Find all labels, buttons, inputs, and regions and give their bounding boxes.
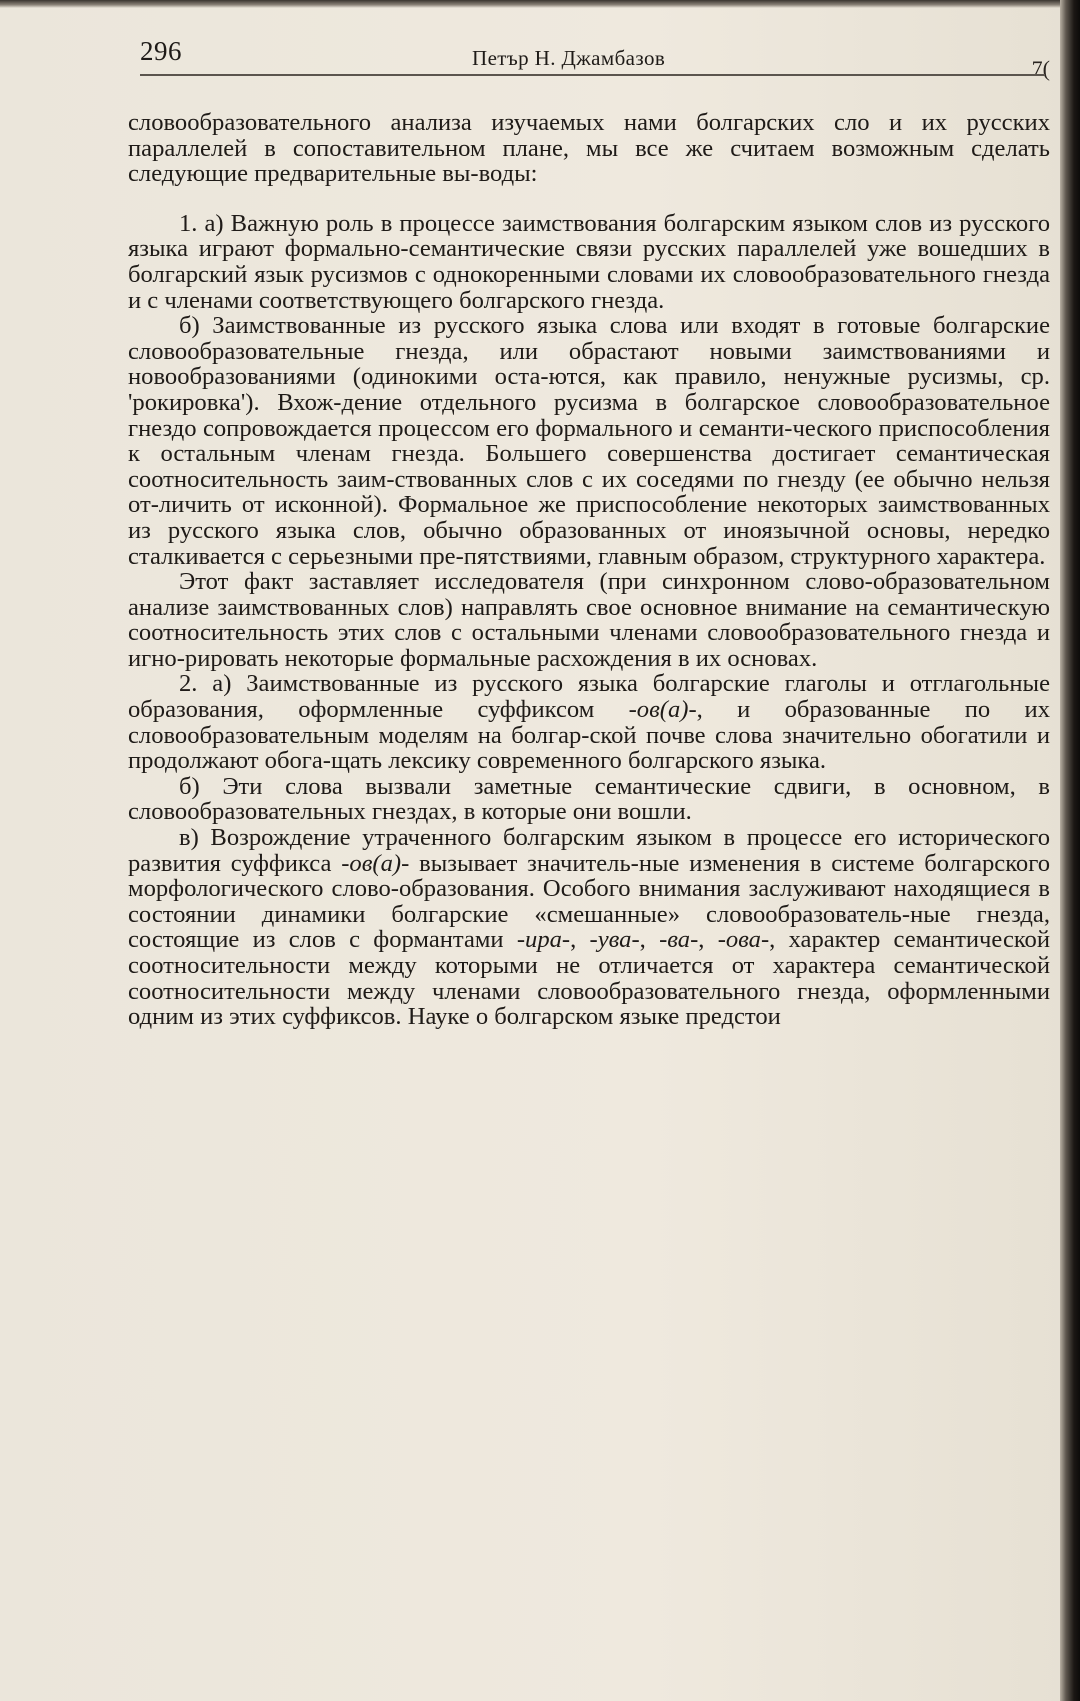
paragraph-2a	[128, 671, 1050, 773]
body-text	[128, 110, 1050, 1030]
header-rule	[140, 74, 1045, 76]
paragraph-2v-text-mid: вызывает значитель-ные изменения в системе болгарского морфологического слово-образования. Особого внимания заслуживают находящиеся в состоянии динамики болгарские «смешанные» словообразователь-ные гнезда, состоящие из слов с формантами	[128, 849, 1050, 954]
formant-ira: -ира-	[516, 926, 571, 954]
page-number: 296	[140, 36, 182, 66]
paragraph-2v-text: в) Возрождение утраченного болгарским языком в процессе его исторического развития суффикса	[128, 824, 1050, 877]
scan-binding-shadow	[1060, 0, 1080, 1701]
paragraph-2a-text-end: , и образованные по их словообразовательным моделям на болгар-ской почве слова значительно обогатили и продолжают обога-щать лексику современного болгарского языка.	[128, 696, 1050, 775]
formant-separator: ,	[639, 926, 660, 954]
paragraph-intro: словообразовательного анализа изучаемых нами болгарских сло и их русских параллелей в сопоставительном плане, мы все же считаем возможным сделать следующие предварительные вы-воды:	[128, 109, 1050, 188]
paragraph-1b: б) Заимствованные из русского языка слова или входят в готовые болгарские словообразовательные гнезда, или обрастают новыми заимствованиями и новообразованиями (одинокими оста-ются, как правило, ненужные русизмы, ср. 'рокировка'). Вхож-дение отдельного русизма в болгарское словообразовательное гнездо сопровождается процессом его формального и семанти-ческого приспособления к остальным членам гнезда. Большего совершенства достигает семантическая соотносительность заим-ствованных слов с их соседями по гнезду (ее обычно нельзя от-личить от исконной). Формальное же приспособление некоторых заимствованных из русского языка слов, обычно образованных от иноязычной основы, нередко сталкивается с серьезными пре-пятствиями, главным образом, структурного характера.	[128, 312, 1050, 570]
suffix-ova: -ов(а)-	[628, 696, 697, 724]
formant-ova: -ова-	[717, 926, 770, 954]
corner-mark: 7(	[1031, 56, 1050, 81]
paragraph-2b: б) Эти слова вызвали заметные семантические сдвиги, в основном, в словообразовательных гнездах, в которые они вошли.	[128, 772, 1050, 826]
formant-separator: ,	[570, 926, 590, 954]
formant-uva: -ува-	[589, 926, 640, 954]
paragraph-2a-text: 2. а) Заимствованные из русского языка болгарские глаголы и отглагольные образования, оформленные суффиксом	[128, 670, 1050, 724]
paragraph-2v	[128, 825, 1050, 1030]
formant-va: -ва-	[659, 926, 699, 954]
paragraph-fact: Этот факт заставляет исследователя (при синхронном слово-образовательном анализе заимствованных слов) направлять свое основное внимание на семантическую соотносительность этих слов с остальными членами словообразовательного гнезда и игно-рировать некоторые формальные расхождения в их основах.	[128, 568, 1050, 672]
scan-top-edge	[0, 0, 1080, 8]
formant-separator: ,	[698, 926, 718, 954]
paragraph-gap	[128, 187, 1050, 211]
suffix-ova: -ов(а)-	[341, 849, 410, 877]
page-header	[140, 36, 1050, 81]
running-head: Петър Н. Джамбазов	[472, 46, 666, 70]
paragraph-2v-text-end: , характер семантической соотносительности между которыми не отличается от характера семантической соотносительности между членами словообразовательного гнезда, оформленными одним из этих суффиксов. Науке о болгарском языке предстои	[128, 926, 1051, 1031]
paragraph-1a: 1. а) Важную роль в процессе заимствования болгарским языком слов из русского языка играют формально-семантические связи русских параллелей уже вошедших в болгарский язык русизмов с однокоренными словами их словообразовательного гнезда и с членами соответствующего болгарского гнезда.	[128, 209, 1050, 314]
